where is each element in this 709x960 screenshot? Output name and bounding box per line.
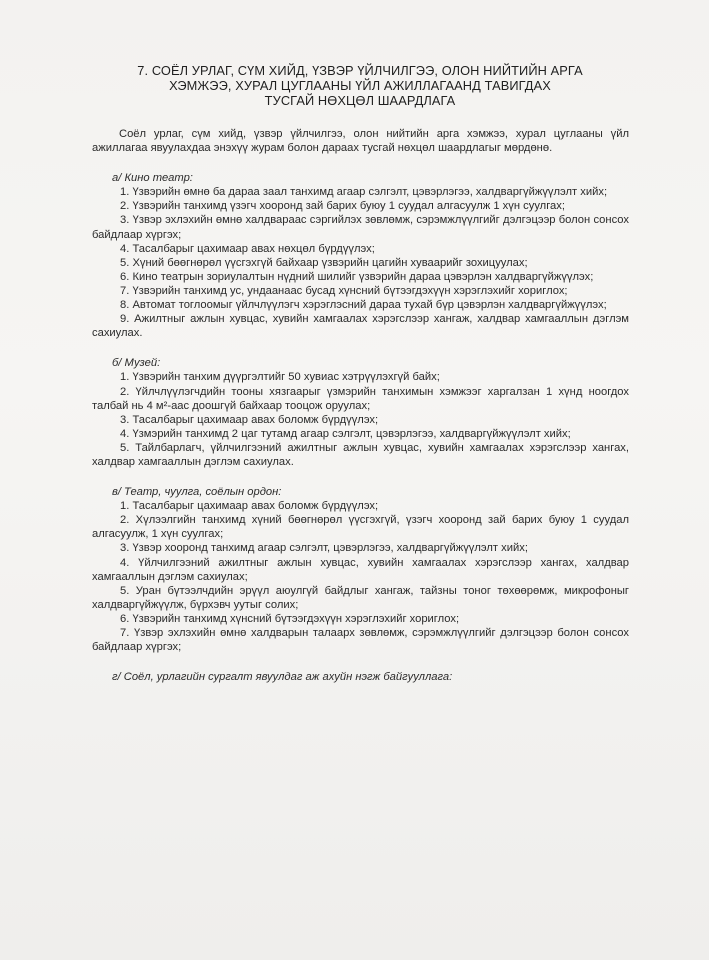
list-item: 5. Тайлбарлагч, үйлчилгээний ажилтныг ажлын хувцас, хувийн хамгаалах хэрэгслээр хангах, халдвар хамгааллын дэглэм сахиулах. (92, 441, 629, 468)
list-item: 1. Үзвэрийн танхим дүүргэлтийг 50 хувиас хэтрүүлэхгүй байх; (120, 371, 440, 384)
intro-paragraph: Соёл урлаг, сүм хийд, үзвэр үйлчилгээ, олон нийтийн арга хэмжээ, хурал цуглааны үйл ажиллагаа явуулахдаа энэхүү журам болон дараах тусгай нөхцөл шаардлагыг мөрдөнө. (92, 128, 629, 155)
heading-line-1: 7. СОЁЛ УРЛАГ, СҮМ ХИЙД, ҮЗВЭР ҮЙЛЧИЛГЭЭ, ОЛОН НИЙТИЙН АРГА (137, 63, 583, 78)
heading-line-3: ТУСГАЙ НӨХЦӨЛ ШААРДЛАГА (264, 93, 456, 108)
list-item: 5. Хүний бөөгнөрөл үүсгэхгүй байхаар үзвэрийн цагийн хуваарийг зохицуулах; (120, 256, 528, 269)
list-item: 2. Үзвэрийн танхимд үзэгч хооронд зай барих буюу 1 суудал алгасуулж 1 хүн суулгах; (120, 200, 565, 213)
list-item: 6. Кино театрын зориулалтын нүдний шилийг үзвэрийн дараа цэвэрлэн халдваргүйжүүлэх; (120, 270, 594, 283)
list-item: 4. Тасалбарыг цахимаар авах нөхцөл бүрдүүлэх; (120, 242, 375, 255)
list-item: 8. Автомат тоглоомыг үйлчлүүлэгч хэрэглэсний дараа тухай бүр цэвэрлэн халдваргүйжүүлэх; (120, 299, 607, 312)
section-title: в/ Театр, чуулга, соёлын ордон: (112, 486, 282, 499)
section-title: б/ Музей: (112, 357, 161, 370)
list-item: 7. Үзвэр эхлэхийн өмнө халдварын талаарх зөвлөмж, сэрэмжлүүлгийг дэлгэцээр болон сонсох байдлаар хүргэх; (92, 627, 629, 654)
list-item: 2. Үйлчлүүлэгчдийн тооны хязгаарыг үзмэрийн танхимын хэмжээг харгалзан 1 хүнд ноогдох талбай нь 4 м²-аас доошгүй байхаар тооцож оруулах; (92, 385, 629, 412)
section-title: г/ Соёл, урлагийн сургалт явуулдаг аж ахуйн нэгж байгууллага: (112, 671, 453, 684)
list-item: 3. Үзвэр хооронд танхимд агаар сэлгэлт, цэвэрлэгээ, халдваргүйжүүлэлт хийх; (120, 542, 528, 555)
list-item: 7. Үзвэрийн танхимд ус, ундаанаас бусад хүнсний бүтээгдэхүүн хэрэглэхийг хориглох; (120, 284, 568, 297)
list-item: 1. Тасалбарыг цахимаар авах боломж бүрдүүлэх; (120, 500, 379, 513)
list-item: 4. Үйлчилгээний ажилтныг ажлын хувцас, хувийн хамгаалах хэрэгслээр хангах, халдвар хамгааллын дэглэм сахиулах; (92, 556, 629, 583)
section-arts-training (92, 670, 629, 684)
list-item: 1. Үзвэрийн өмнө ба дараа заал танхимд агаар сэлгэлт, цэвэрлэгээ, халдваргүйжүүлэлт хийх; (120, 186, 608, 199)
list-item: 5. Уран бүтээлчдийн эрүүл аюулгүй байдлыг хангаж, тайзны тоног төхөөрөмж, микрофоныг халдваргүйжүүлж, бүрхэвч уутыг солих; (92, 584, 629, 611)
list-item: 4. Үзмэрийн танхимд 2 цаг тутамд агаар сэлгэлт, цэвэрлэгээ, халдваргүйжүүлэлт хийх; (120, 427, 571, 440)
list-item: 9. Ажилтныг ажлын хувцас, хувийн хамгаалах хэрэгслээр хангаж, халдвар хамгааллын дэглэм сахиулах. (92, 313, 629, 340)
document-body (92, 127, 629, 684)
document-heading (100, 63, 620, 108)
section-cinema (92, 171, 629, 340)
section-title: а/ Кино театр: (112, 172, 193, 185)
list-item: 3. Үзвэр эхлэхийн өмнө халдвараас сэргийлэх зөвлөмж, сэрэмжлүүлгийг дэлгэцээр болон сонсох байдлаар хүргэх; (92, 214, 629, 241)
heading-line-2: ХЭМЖЭЭ, ХУРАЛ ЦУГЛААНЫ ҮЙЛ АЖИЛЛАГААНД ТАВИГДАХ (169, 78, 551, 93)
list-item: 6. Үзвэрийн танхимд хүнсний бүтээгдэхүүн хэрэглэхийг хориглох; (120, 612, 460, 625)
list-item: 2. Хүлээлгийн танхимд хүний бөөгнөрөл үүсгэхгүй, үзэгч хооронд зай барих буюу 1 суудал алгасуулж, 1 хүн суулгах; (92, 514, 629, 541)
list-item: 3. Тасалбарыг цахимаар авах боломж бүрдүүлэх; (120, 413, 379, 426)
section-museum (92, 356, 629, 469)
section-theatre (92, 485, 629, 654)
